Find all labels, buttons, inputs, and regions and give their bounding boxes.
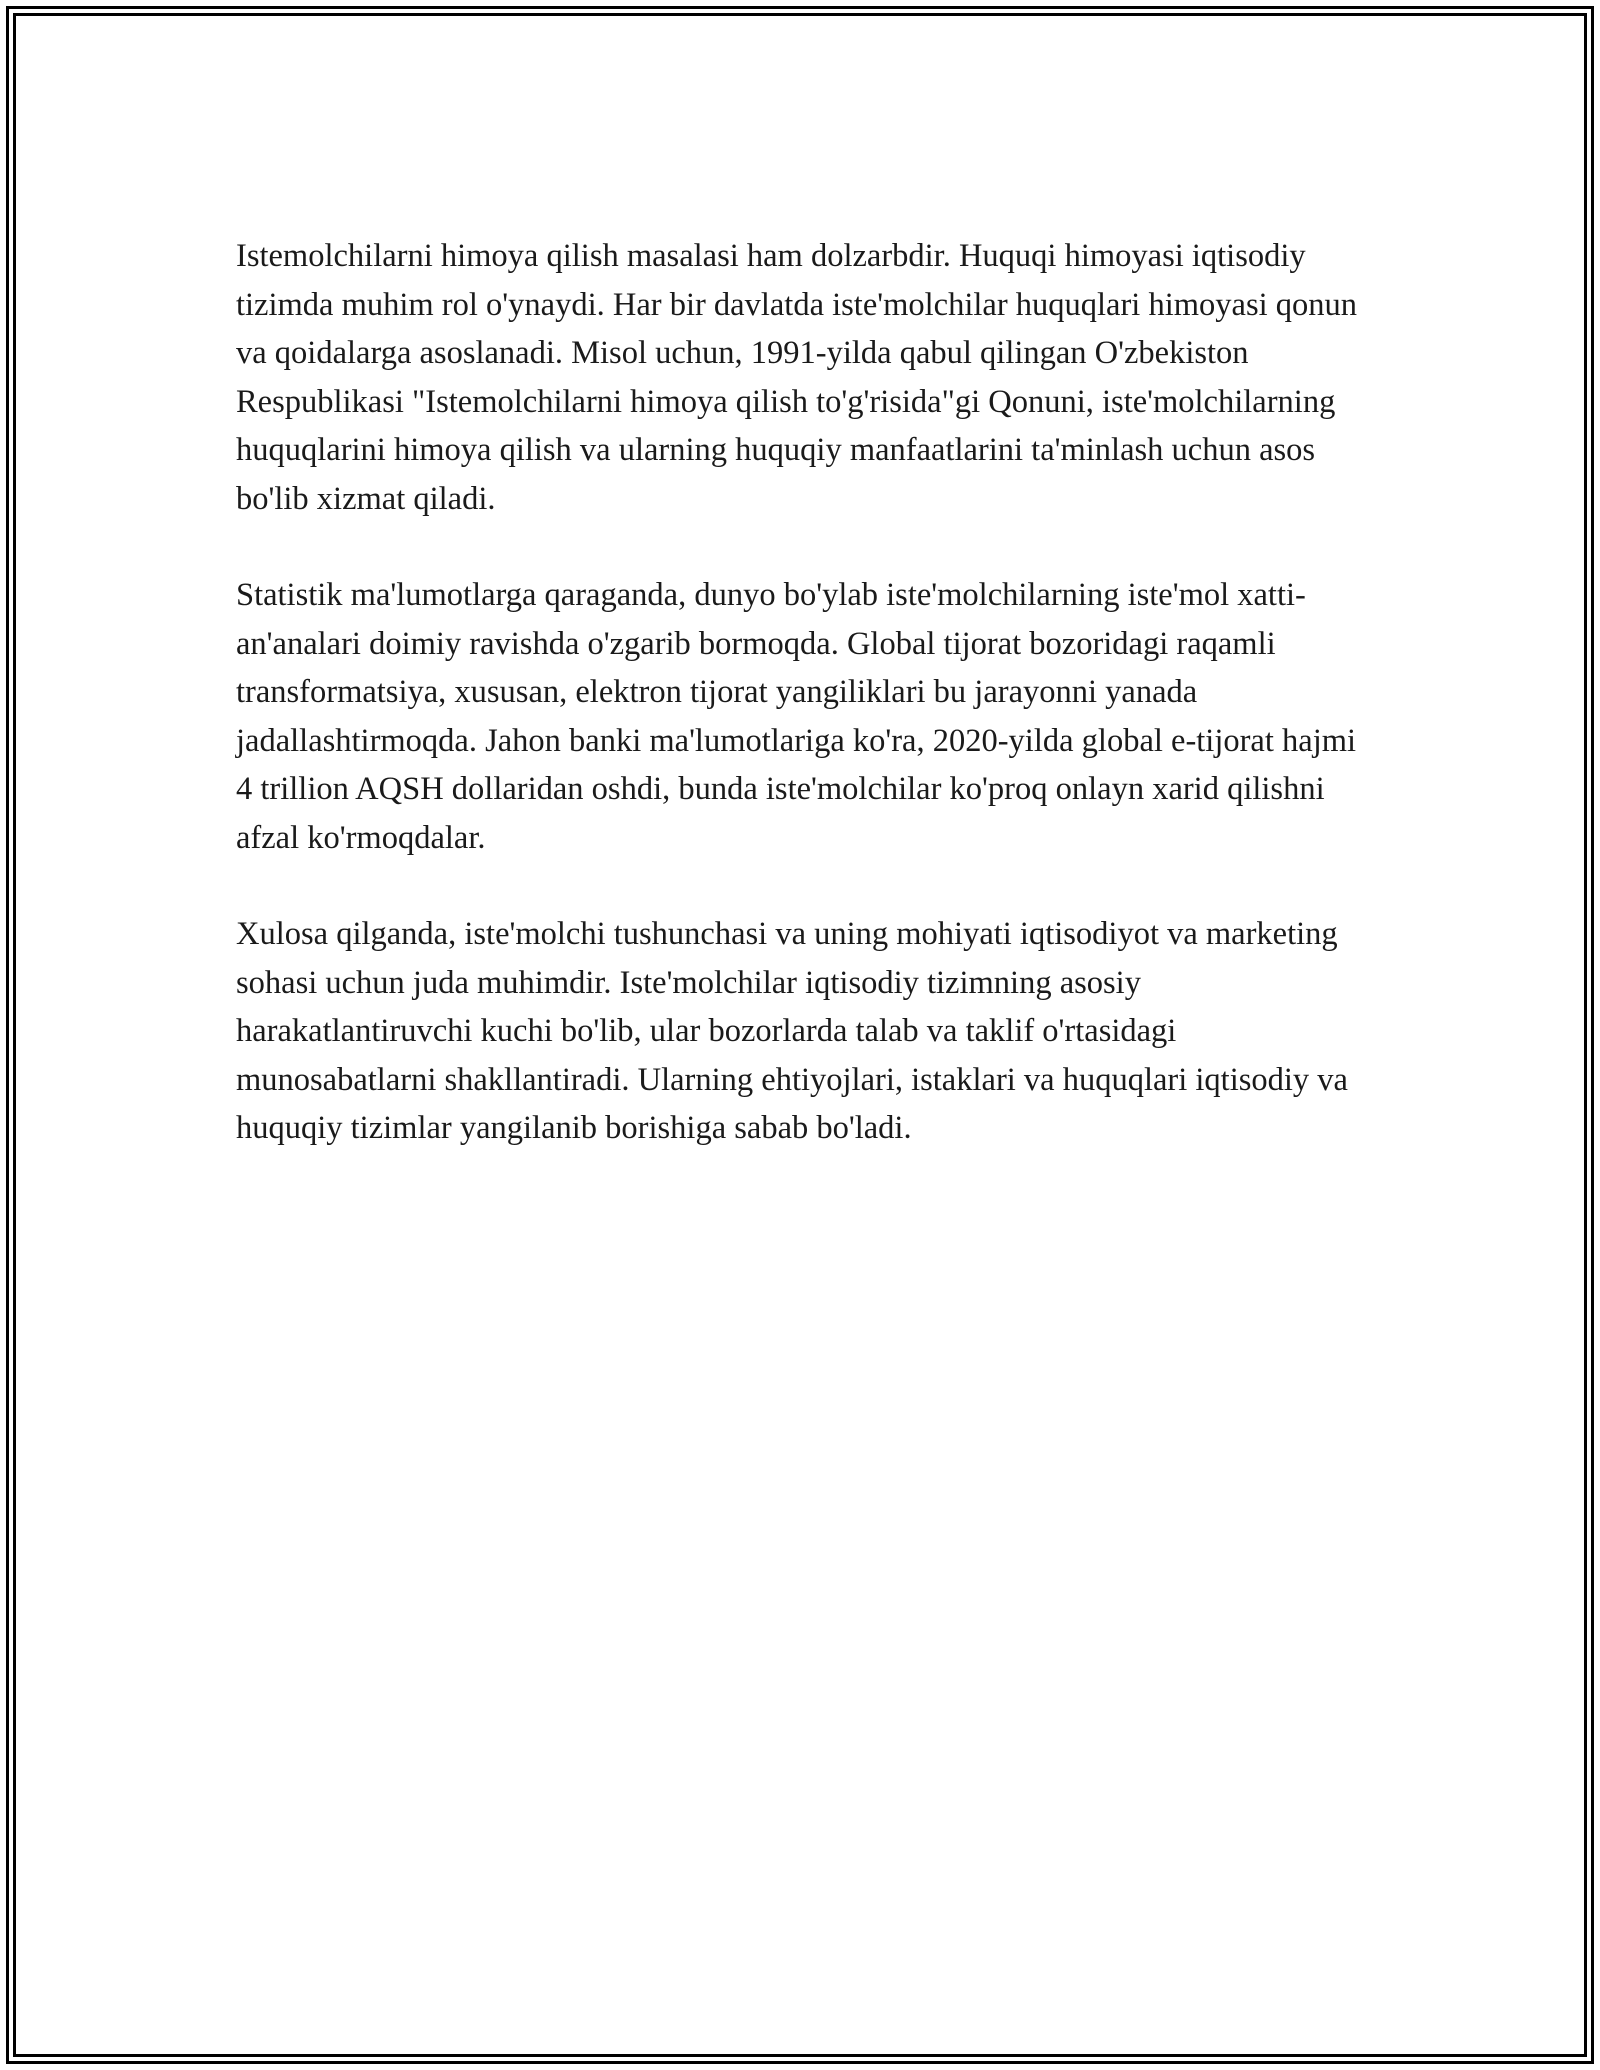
paragraph-conclusion: Xulosa qilganda, iste'molchi tushunchasi va uning mohiyati iqtisodiyot va marketing sohasi uchun juda muhimdir. Iste'molchilar iqtisodiy tizimning asosiy harakatlantiruvchi kuchi bo'lib, ular bozorlarda talab va taklif o'rtasidagi munosabatlarni shakllantiradi. Ularning ehtiyojlari, istaklari va huquqlari iqtisodiy va huquqiy tizimlar yangilanib borishiga sabab bo'ladi. [236,916,1348,1146]
paragraph-statistics: Statistik ma'lumotlarga qaraganda, dunyo bo'ylab iste'molchilarning iste'mol xatti-an'analari doimiy ravishda o'zgarib bormoqda. Global tijorat bozoridagi raqamli transformatsiya, xususan, elektron tijorat yangiliklari bu jarayonni yanada jadallashtirmoqda. Jahon banki ma'lumotlariga ko'ra, 2020-yilda global e-tijorat hajmi 4 trillion AQSH dollaridan oshdi, bunda iste'molchilar ko'proq onlayn xarid qilishni afzal ko'rmoqdalar. [236,577,1357,856]
paragraph-consumer-protection: Istemolchilarni himoya qilish masalasi ham dolzarbdir. Huquqi himoyasi iqtisodiy tizimda muhim rol o'ynaydi. Har bir davlatda iste'molchilar huquqlari himoyasi qonun va qoidalarga asoslanadi. Misol uchun, 1991-yilda qabul qilingan O'zbekiston Respublikasi "Istemolchilarni himoya qilish to'g'risida"gi Qonuni, iste'molchilarning huquqlarini himoya qilish va ularning huquqiy manfaatlarini ta'minlash uchun asos bo'lib xizmat qiladi. [236,238,1357,517]
document-body [236,232,1376,1201]
